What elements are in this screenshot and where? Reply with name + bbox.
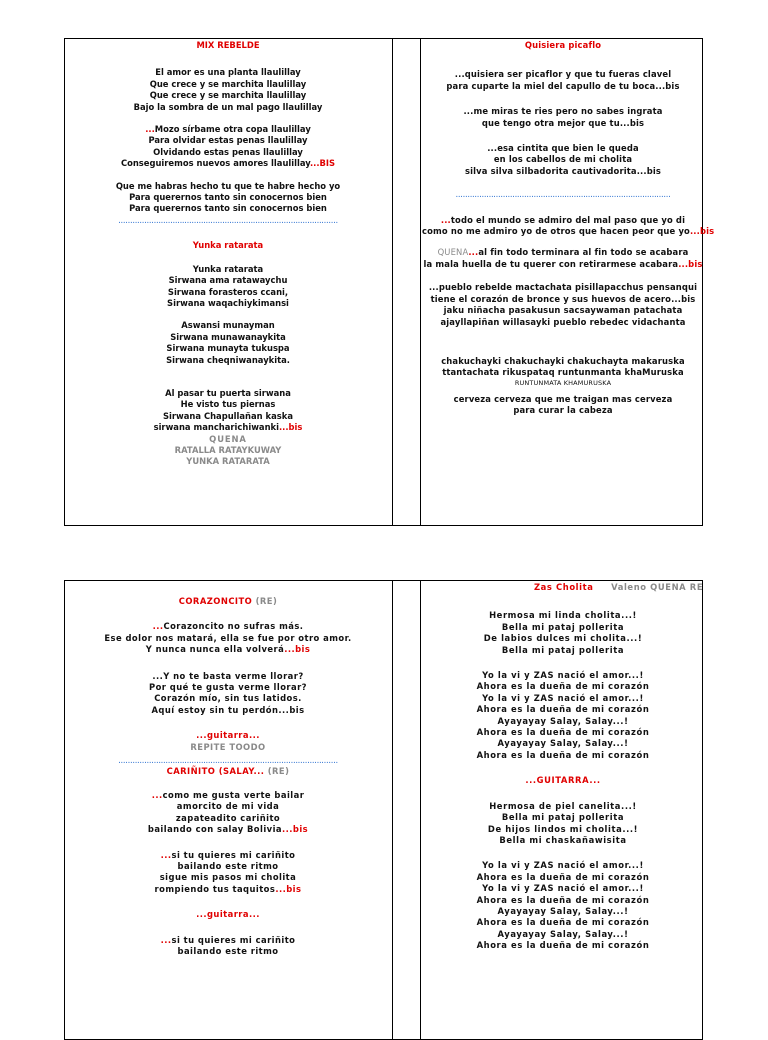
lyric-line: bailando este ritmo (177, 945, 279, 956)
lyric-line: Ahora es la dueña de mi corazón (476, 894, 650, 905)
song-title-row: Zas Cholita Valeno QUENA RE (534, 582, 704, 592)
lyric-line: Aswansi munayman (181, 320, 275, 331)
annotation-text: RUNTUNMATA KHAMURUSKA (514, 378, 612, 387)
column-divider-bottom (420, 580, 421, 1040)
lyric-line: Aquí estoy sin tu perdón...bis (151, 704, 305, 715)
lyric-line: QUENA...al fin todo terminara al fin todo se acabara (437, 247, 689, 258)
lyric-line: Sirwana cheqniwanaykita. (166, 354, 290, 365)
lyric-line: Y nunca nunca ella volverá...bis (145, 644, 311, 655)
lyric-line: ...Y no te basta verme llorar? (152, 670, 304, 681)
lyric-line: ...pueblo rebelde mactachata pisillapacchus pensanqui (428, 282, 698, 293)
lyric-line: Yo la vi y ZAS nació el amor...! (482, 883, 644, 894)
lyric-line: Ahora es la dueña de mi corazón (476, 704, 650, 715)
lyric-line: Olvidando estas penas llaulillay (153, 146, 303, 157)
lyric-line: Bajo la sombra de un mal pago llaulillay (133, 101, 323, 112)
lyric-line: ...todo el mundo se admiro del mal paso que yo di (440, 214, 686, 225)
corazoncito-column (68, 596, 388, 957)
picaflo-column (422, 40, 715, 417)
lyric-line: rompiendo tus taquitos...bis (154, 883, 302, 894)
lyric-line: zapateadito cariñito (175, 812, 281, 823)
dotted-separator: ............................................................................................. (118, 214, 338, 225)
lyric-line: He visto tus piernas (180, 399, 276, 410)
repeat-note: REPITE TOODO (190, 741, 266, 752)
lyric-line: Sirwana waqachiykimansi (167, 297, 289, 308)
lyric-line: ...si tu quieres mi cariñito (160, 849, 296, 860)
lyric-line: Conseguiremos nuevos amores llaulillay...BIS (120, 158, 336, 169)
lyric-line: Sirwana munawanaykita (170, 331, 286, 342)
song-title-row: CARIÑITO (SALAY... (RE) (166, 766, 290, 777)
lyric-line: Bella mi pataj pollerita (501, 812, 625, 823)
lyric-line: Que crece y se marchita llaulillay (149, 78, 307, 89)
lyric-line: Ayayayay Salay, Salay...! (497, 928, 629, 939)
lyric-line: jaku niñacha pasakusun sacsaywaman patachata (443, 305, 683, 316)
lyric-line: Que me habras hecho tu que te habre hecho yo (115, 180, 341, 191)
zas-cholita-column (422, 582, 704, 952)
lyric-line: silva silva silbadorita cautivadorita...bis (464, 165, 661, 176)
lyric-line: Para olvidar estas penas llaulillay (148, 135, 308, 146)
lyric-line: Hermosa de piel canelita...! (489, 800, 637, 811)
lyric-line: Bella mi pataj pollerita (501, 644, 625, 655)
lyric-line: amorcito de mi vida (176, 801, 280, 812)
lyric-line: sirwana mancharichiwanki...bis (153, 422, 303, 433)
lyric-line: ...Mozo sírbame otra copa llaulillay (145, 124, 311, 135)
lyric-line: Corazón mío, sin tus latidos. (154, 693, 302, 704)
lyric-line: ...quisiera ser picaflor y que tu fueras clavel (454, 69, 672, 80)
lyric-line: Para querernos tanto sin conocernos bien (129, 203, 327, 214)
lyric-line: para curar la cabeza (513, 405, 613, 416)
section-label: YUNKA RATARATA (186, 456, 270, 467)
lyric-line: Ayayayay Salay, Salay...! (497, 715, 629, 726)
lyric-line: bailando este ritmo (177, 860, 279, 871)
lyric-line: ...Corazoncito no sufras más. (152, 621, 304, 632)
lyric-line: De hijos lindos mi cholita...! (487, 823, 639, 834)
lyric-line: Sirwana munayta tukuspa (166, 343, 290, 354)
lyric-line: Ahora es la dueña de mi corazón (476, 917, 650, 928)
lyric-line: ajayllapiñan willasayki pueblo rebedec vidachanta (440, 316, 686, 327)
quena-label: QUENA (209, 433, 247, 444)
lyric-line: Yunka ratarata (192, 263, 264, 274)
lyric-line: la mala huella de tu querer con retirarmese acabara...bis (423, 258, 703, 269)
lyric-line: Sirwana Chapullañan kaska (163, 410, 293, 421)
lyric-line: que tengo otra mejor que tu...bis (481, 117, 645, 128)
song-title-row: CORAZONCITO (RE) (178, 596, 278, 606)
instrument-note: ...guitarra... (196, 730, 260, 741)
lyric-line: Sirwana forasteros ccani, (167, 286, 289, 297)
lyric-line: Bella mi chaskañawisita (499, 834, 627, 845)
lyric-line: en los cabellos de mi cholita (493, 154, 633, 165)
lyric-line: Ahora es la dueña de mi corazón (476, 727, 650, 738)
lyric-line: Bella mi pataj pollerita (501, 621, 625, 632)
lyric-line: Sirwana ama ratawaychu (168, 275, 288, 286)
lyric-line: Por qué te gusta verme llorar? (149, 682, 307, 693)
lyric-line: como no me admiro yo de otros que hacen peor que yo...bis (422, 226, 715, 237)
lyric-line: para cuparte la miel del capullo de tu boca...bis (446, 80, 680, 91)
lyric-line: sigue mis pasos mi cholita (159, 872, 297, 883)
lyric-line: cerveza cerveza que me traigan mas cerveza (453, 393, 673, 404)
lyric-line: Ahora es la dueña de mi corazón (476, 940, 650, 951)
mix-rebelde-column (68, 40, 388, 468)
lyric-line: Que crece y se marchita llaulillay (149, 90, 307, 101)
song-title: MIX REBELDE (196, 40, 260, 50)
song-title: Quisiera picaflo (524, 40, 602, 50)
lyric-line: bailando con salay Bolivia...bis (147, 824, 309, 835)
lyric-line: Yo la vi y ZAS nació el amor...! (482, 692, 644, 703)
section-label: RATALLA RATAYKUWAY (174, 444, 282, 455)
dotted-separator: ............................................................................................. (118, 755, 338, 766)
lyric-line: Para querernos tanto sin conocernos bien (129, 192, 327, 203)
lyric-line: tiene el corazón de bronce y sus huevos de acero...bis (430, 293, 696, 304)
lyric-line: El amor es una planta llaulillay (155, 67, 301, 78)
lyric-line: Yo la vi y ZAS nació el amor...! (482, 670, 644, 681)
instrument-note: ...guitarra... (196, 909, 260, 920)
instrument-note: ...GUITARRA... (525, 775, 601, 786)
lyric-line: Ayayayay Salay, Salay...! (497, 905, 629, 916)
lyric-line: Ahora es la dueña de mi corazón (476, 749, 650, 760)
lyric-line: ...esa cintita que bien le queda (487, 143, 639, 154)
lyric-line: Yo la vi y ZAS nació el amor...! (482, 860, 644, 871)
lyric-line: Al pasar tu puerta sirwana (165, 387, 291, 398)
lyric-line: chakuchayki chakuchayki chakuchayta makaruska (441, 355, 685, 366)
lyric-line: Ese dolor nos matará, ella se fue por otro amor. (104, 632, 352, 643)
lyric-line: Hermosa mi linda cholita...! (489, 610, 637, 621)
lyric-line: Ahora es la dueña de mi corazón (476, 681, 650, 692)
dotted-separator: ........................................................................................... (455, 189, 671, 200)
song-title: Yunka ratarata (192, 240, 264, 251)
lyric-line: De labios dulces mi cholita...! (483, 633, 643, 644)
lyric-line: Ayayayay Salay, Salay...! (497, 738, 629, 749)
lyric-line: Ahora es la dueña de mi corazón (476, 871, 650, 882)
column-divider (420, 38, 421, 526)
lyric-line: ...si tu quieres mi cariñito (160, 934, 296, 945)
lyric-line: ttantachata rikuspataq runtunmanta khaMuruska (442, 367, 684, 378)
lyric-line: ...como me gusta verte bailar (151, 789, 305, 800)
lyric-line: ...me miras te ries pero no sabes ingrata (463, 106, 663, 117)
